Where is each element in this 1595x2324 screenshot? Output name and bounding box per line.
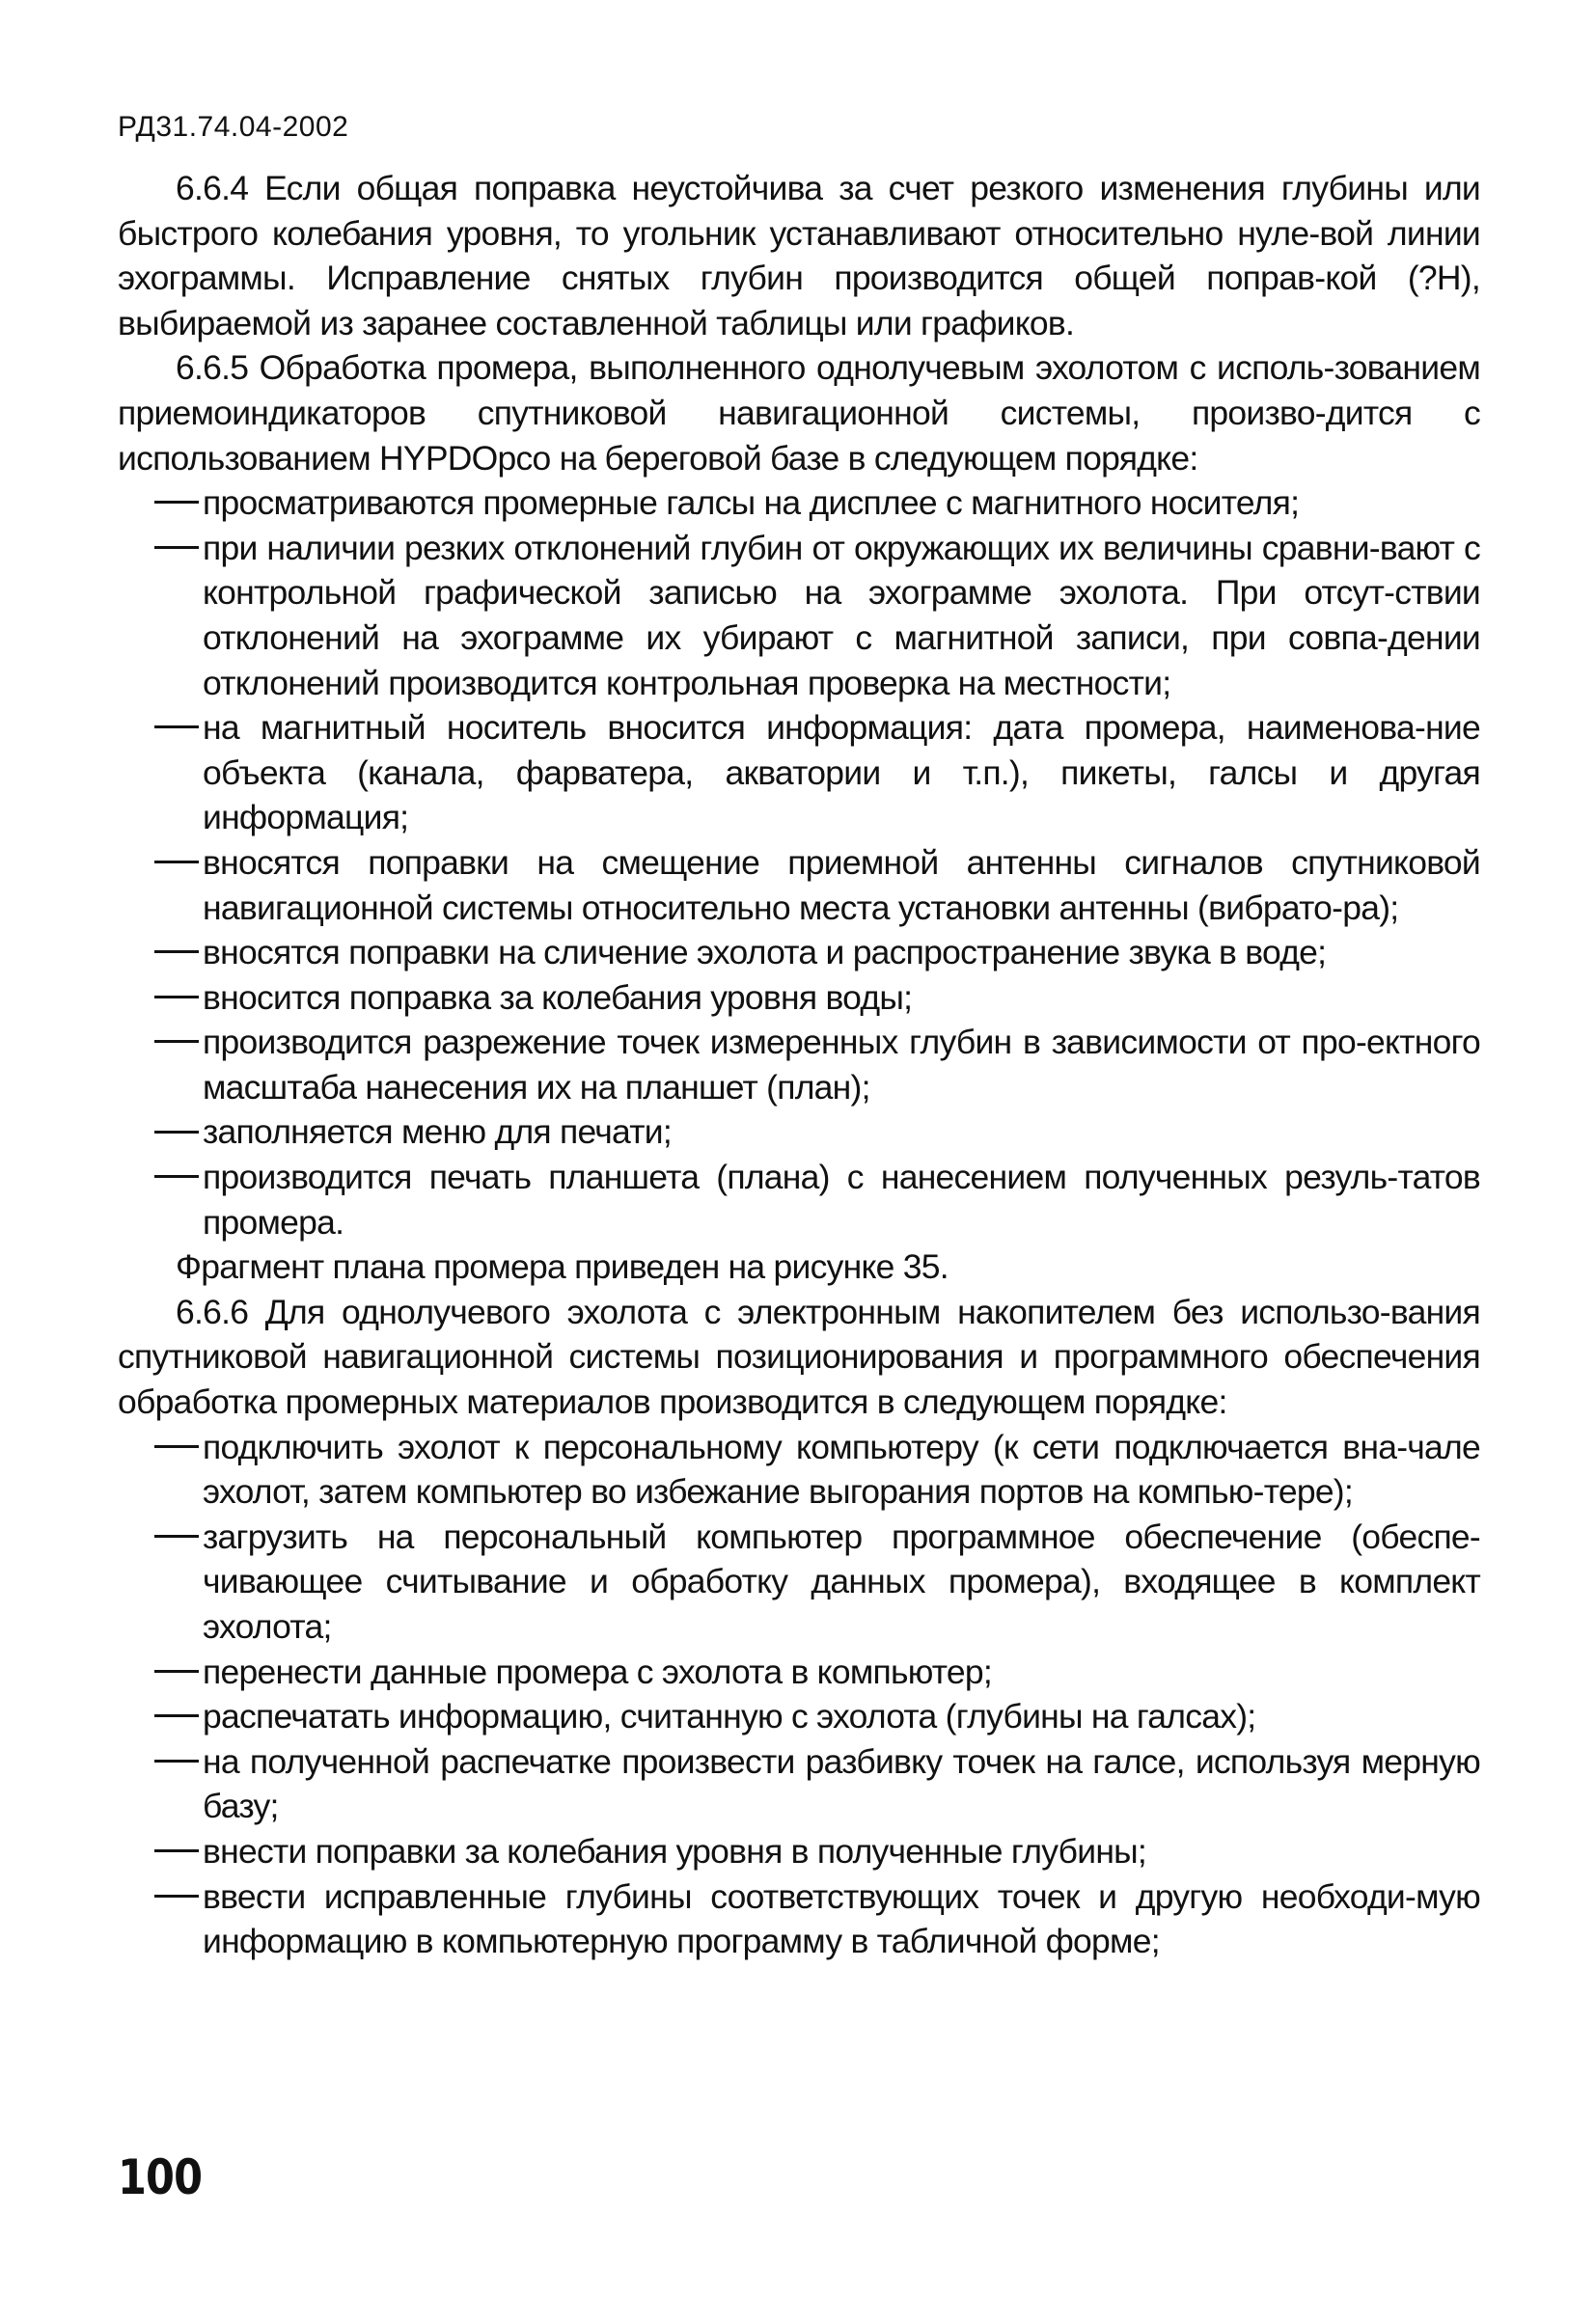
document-page bbox=[118, 106, 1480, 1964]
dash-bullet bbox=[118, 705, 203, 751]
list-item: на магнитный носитель вносится информация: дата промера, наименова-ние объекта (канала, фарватера, акватории и т.п.), пикеты, галсы и другая информация; bbox=[118, 705, 1480, 840]
paragraph-6-6-4: 6.6.4 Если общая поправка неустойчива за счет резкого изменения глубины или быстрого колебания уровня, то угольник устанавливают относительно нуле-вой линии эхограммы. Исправление снятых глубин производится общей поправ-кой (?Н), выбираемой из заранее составленной таблицы или графиков. bbox=[118, 169, 1480, 342]
paragraph-6-6-6: 6.6.6 Для однолучевого эхолота с электронным накопителем без использо-вания спутниковой навигационной системы позиционирования и программного обеспечения обработка промерных материалов производится в следующем порядке: bbox=[118, 1292, 1480, 1422]
document-code: РД31.74.04-2002 bbox=[118, 111, 349, 143]
dash-bullet bbox=[118, 1515, 203, 1560]
list-item: на полученной распечатке произвести разбивку точек на галсе, используя мерную базу; bbox=[118, 1739, 1480, 1829]
list-item: внести поправки за колебания уровня в полученные глубины; bbox=[118, 1829, 1480, 1874]
list-item: производится разрежение точек измеренных глубин в зависимости от про-ектного масштаба нанесения их на планшет (план); bbox=[118, 1020, 1480, 1109]
list-item: ввести исправленные глубины соответствующих точек и другую необходи-мую информацию в компьютерную программу в табличной форме; bbox=[118, 1874, 1480, 1964]
dash-bullet bbox=[118, 1694, 203, 1739]
list-item: подключить эхолот к персональному компьютеру (к сети подключается вна-чале эхолот, затем компьютер во избежание выгорания портов на компью-тере); bbox=[118, 1425, 1480, 1515]
list-item: загрузить на персональный компьютер программное обеспечение (обеспе-чивающее считывание и обработку данных промера), входящее в комплект эхолота; bbox=[118, 1515, 1480, 1650]
dash-bullet bbox=[118, 1155, 203, 1200]
page-number: 100 bbox=[118, 2149, 203, 2205]
dash-bullet bbox=[118, 1650, 203, 1695]
dash-bullet bbox=[118, 1020, 203, 1065]
dash-bullet bbox=[118, 1829, 203, 1874]
document-body bbox=[118, 166, 1480, 1964]
list-item: вносится поправка за колебания уровня воды; bbox=[118, 975, 1480, 1021]
list-item: перенести данные промера с эхолота в компьютер; bbox=[118, 1650, 1480, 1695]
figure-reference: Фрагмент плана промера приведен на рисунке 35. bbox=[176, 1247, 949, 1287]
list-item: просматриваются промерные галсы на дисплее с магнитного носителя; bbox=[118, 480, 1480, 526]
list-item: вносятся поправки на смещение приемной антенны сигналов спутниковой навигационной системы относительно места установки антенны (вибрато-ра); bbox=[118, 840, 1480, 930]
dash-bullet bbox=[118, 1425, 203, 1470]
list-item: производится печать планшета (плана) с нанесением полученных резуль-татов промера. bbox=[118, 1155, 1480, 1244]
list-item: вносятся поправки на сличение эхолота и распространение звука в воде; bbox=[118, 930, 1480, 975]
dash-bullet bbox=[118, 1109, 203, 1155]
list-item: заполняется меню для печати; bbox=[118, 1109, 1480, 1155]
list-item: распечатать информацию, считанную с эхолота (глубины на галсах); bbox=[118, 1694, 1480, 1739]
list-6-6-5 bbox=[118, 480, 1480, 1244]
dash-bullet bbox=[118, 975, 203, 1021]
dash-bullet bbox=[118, 480, 203, 526]
dash-bullet bbox=[118, 930, 203, 975]
list-item: при наличии резких отклонений глубин от окружающих их величины сравни-вают с контрольной графической записью на эхограмме эхолота. При отсут-ствии отклонений на эхограмме их убирают с магнитной записи, при совпа-дении отклонений производится контрольная проверка на местности; bbox=[118, 526, 1480, 705]
dash-bullet bbox=[118, 1739, 203, 1785]
paragraph-6-6-5: 6.6.5 Обработка промера, выполненного однолучевым эхолотом с исполь-зованием приемоиндикаторов спутниковой навигационной системы, произво-дится с использованием HYPDOpco на береговой базе в следующем порядке: bbox=[118, 348, 1480, 478]
dash-bullet bbox=[118, 840, 203, 886]
dash-bullet bbox=[118, 1874, 203, 1920]
list-6-6-6 bbox=[118, 1425, 1480, 1964]
dash-bullet bbox=[118, 526, 203, 571]
